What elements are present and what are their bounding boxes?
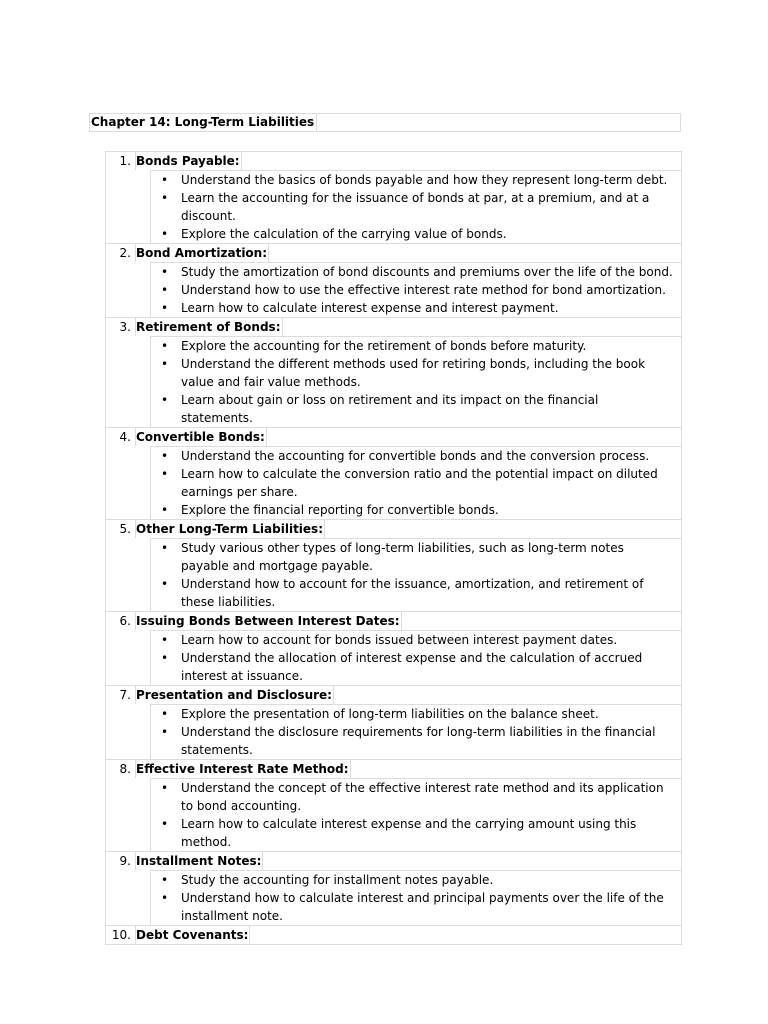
- section-header-row: [106, 925, 681, 944]
- chapter-title-box: [89, 113, 681, 132]
- section-bullets: [150, 538, 681, 611]
- section-bullets: [150, 446, 681, 519]
- section-header-row: [106, 759, 681, 778]
- section-bullets: [150, 262, 681, 317]
- bullet-item: • Understand the concept of the effective interest rate method and its application to bond accounting.: [151, 779, 681, 815]
- bullet-item: • Understand how to use the effective interest rate method for bond amortization.: [151, 281, 681, 299]
- bullet-item: • Explore the presentation of long-term liabilities on the balance sheet.: [151, 705, 681, 723]
- section-heading: Effective Interest Rate Method:: [136, 762, 349, 776]
- bullet-item: • Explore the accounting for the retirement of bonds before maturity.: [151, 337, 681, 355]
- bullet-item: • Understand how to account for the issuance, amortization, and retirement of these liabilities.: [151, 575, 681, 611]
- section-heading: Presentation and Disclosure:: [136, 688, 332, 702]
- section-heading: Debt Covenants:: [136, 928, 249, 942]
- section-heading: Bond Amortization:: [136, 246, 268, 260]
- section-number: 8.: [106, 760, 136, 778]
- section-header-row: [106, 427, 681, 446]
- bullet-item: • Learn the accounting for the issuance of bonds at par, at a premium, and at a discount.: [151, 189, 681, 225]
- section-number: 3.: [106, 318, 136, 336]
- section-header-row: [106, 243, 681, 262]
- section-number: 1.: [106, 152, 136, 170]
- section-header-row: [106, 519, 681, 538]
- bullet-item: • Learn how to calculate the conversion ratio and the potential impact on diluted earnings per share.: [151, 465, 681, 501]
- section-header-row: [106, 851, 681, 870]
- bullet-item: • Study the amortization of bond discounts and premiums over the life of the bond.: [151, 263, 681, 281]
- section-number: 10.: [106, 926, 136, 944]
- section-bullets: [150, 778, 681, 851]
- bullet-item: • Study various other types of long-term liabilities, such as long-term notes payable and mortgage payable.: [151, 539, 681, 575]
- bullet-item: • Learn how to calculate interest expense and interest payment.: [151, 299, 681, 317]
- bullet-item: • Study the accounting for installment notes payable.: [151, 871, 681, 889]
- section-bullets: [150, 704, 681, 759]
- section-number: 9.: [106, 852, 136, 870]
- section-heading: Installment Notes:: [136, 854, 262, 868]
- bullet-item: • Understand the accounting for convertible bonds and the conversion process.: [151, 447, 681, 465]
- bullet-item: • Understand the basics of bonds payable and how they represent long-term debt.: [151, 171, 681, 189]
- bullet-item: • Explore the calculation of the carrying value of bonds.: [151, 225, 681, 243]
- bullet-item: • Learn how to account for bonds issued between interest payment dates.: [151, 631, 681, 649]
- bullet-item: • Understand the different methods used for retiring bonds, including the book value and fair value methods.: [151, 355, 681, 391]
- section-number: 2.: [106, 244, 136, 262]
- section-heading: Bonds Payable:: [136, 154, 240, 168]
- section-bullets: [150, 336, 681, 427]
- section-heading: Convertible Bonds:: [136, 430, 265, 444]
- section-heading: Retirement of Bonds:: [136, 320, 281, 334]
- chapter-outline: [105, 151, 682, 945]
- section-header-row: [106, 611, 681, 630]
- bullet-item: • Understand the allocation of interest expense and the calculation of accrued interest at issuance.: [151, 649, 681, 685]
- bullet-item: • Learn about gain or loss on retirement and its impact on the financial statements.: [151, 391, 681, 427]
- section-header-row: [106, 685, 681, 704]
- page-title: Chapter 14: Long-Term Liabilities: [91, 114, 317, 132]
- section-number: 4.: [106, 428, 136, 446]
- section-header-row: [106, 317, 681, 336]
- section-heading: Other Long-Term Liabilities:: [136, 522, 324, 536]
- section-bullets: [150, 170, 681, 243]
- section-header-row: [106, 151, 681, 170]
- section-bullets: [150, 630, 681, 685]
- section-number: 6.: [106, 612, 136, 630]
- bullet-item: • Understand how to calculate interest and principal payments over the life of the installment note.: [151, 889, 681, 925]
- section-heading: Issuing Bonds Between Interest Dates:: [136, 614, 400, 628]
- section-number: 5.: [106, 520, 136, 538]
- bullet-item: • Learn how to calculate interest expense and the carrying amount using this method.: [151, 815, 681, 851]
- bullet-item: • Understand the disclosure requirements for long-term liabilities in the financial statements.: [151, 723, 681, 759]
- section-bullets: [150, 870, 681, 925]
- bullet-item: • Explore the financial reporting for convertible bonds.: [151, 501, 681, 519]
- section-number: 7.: [106, 686, 136, 704]
